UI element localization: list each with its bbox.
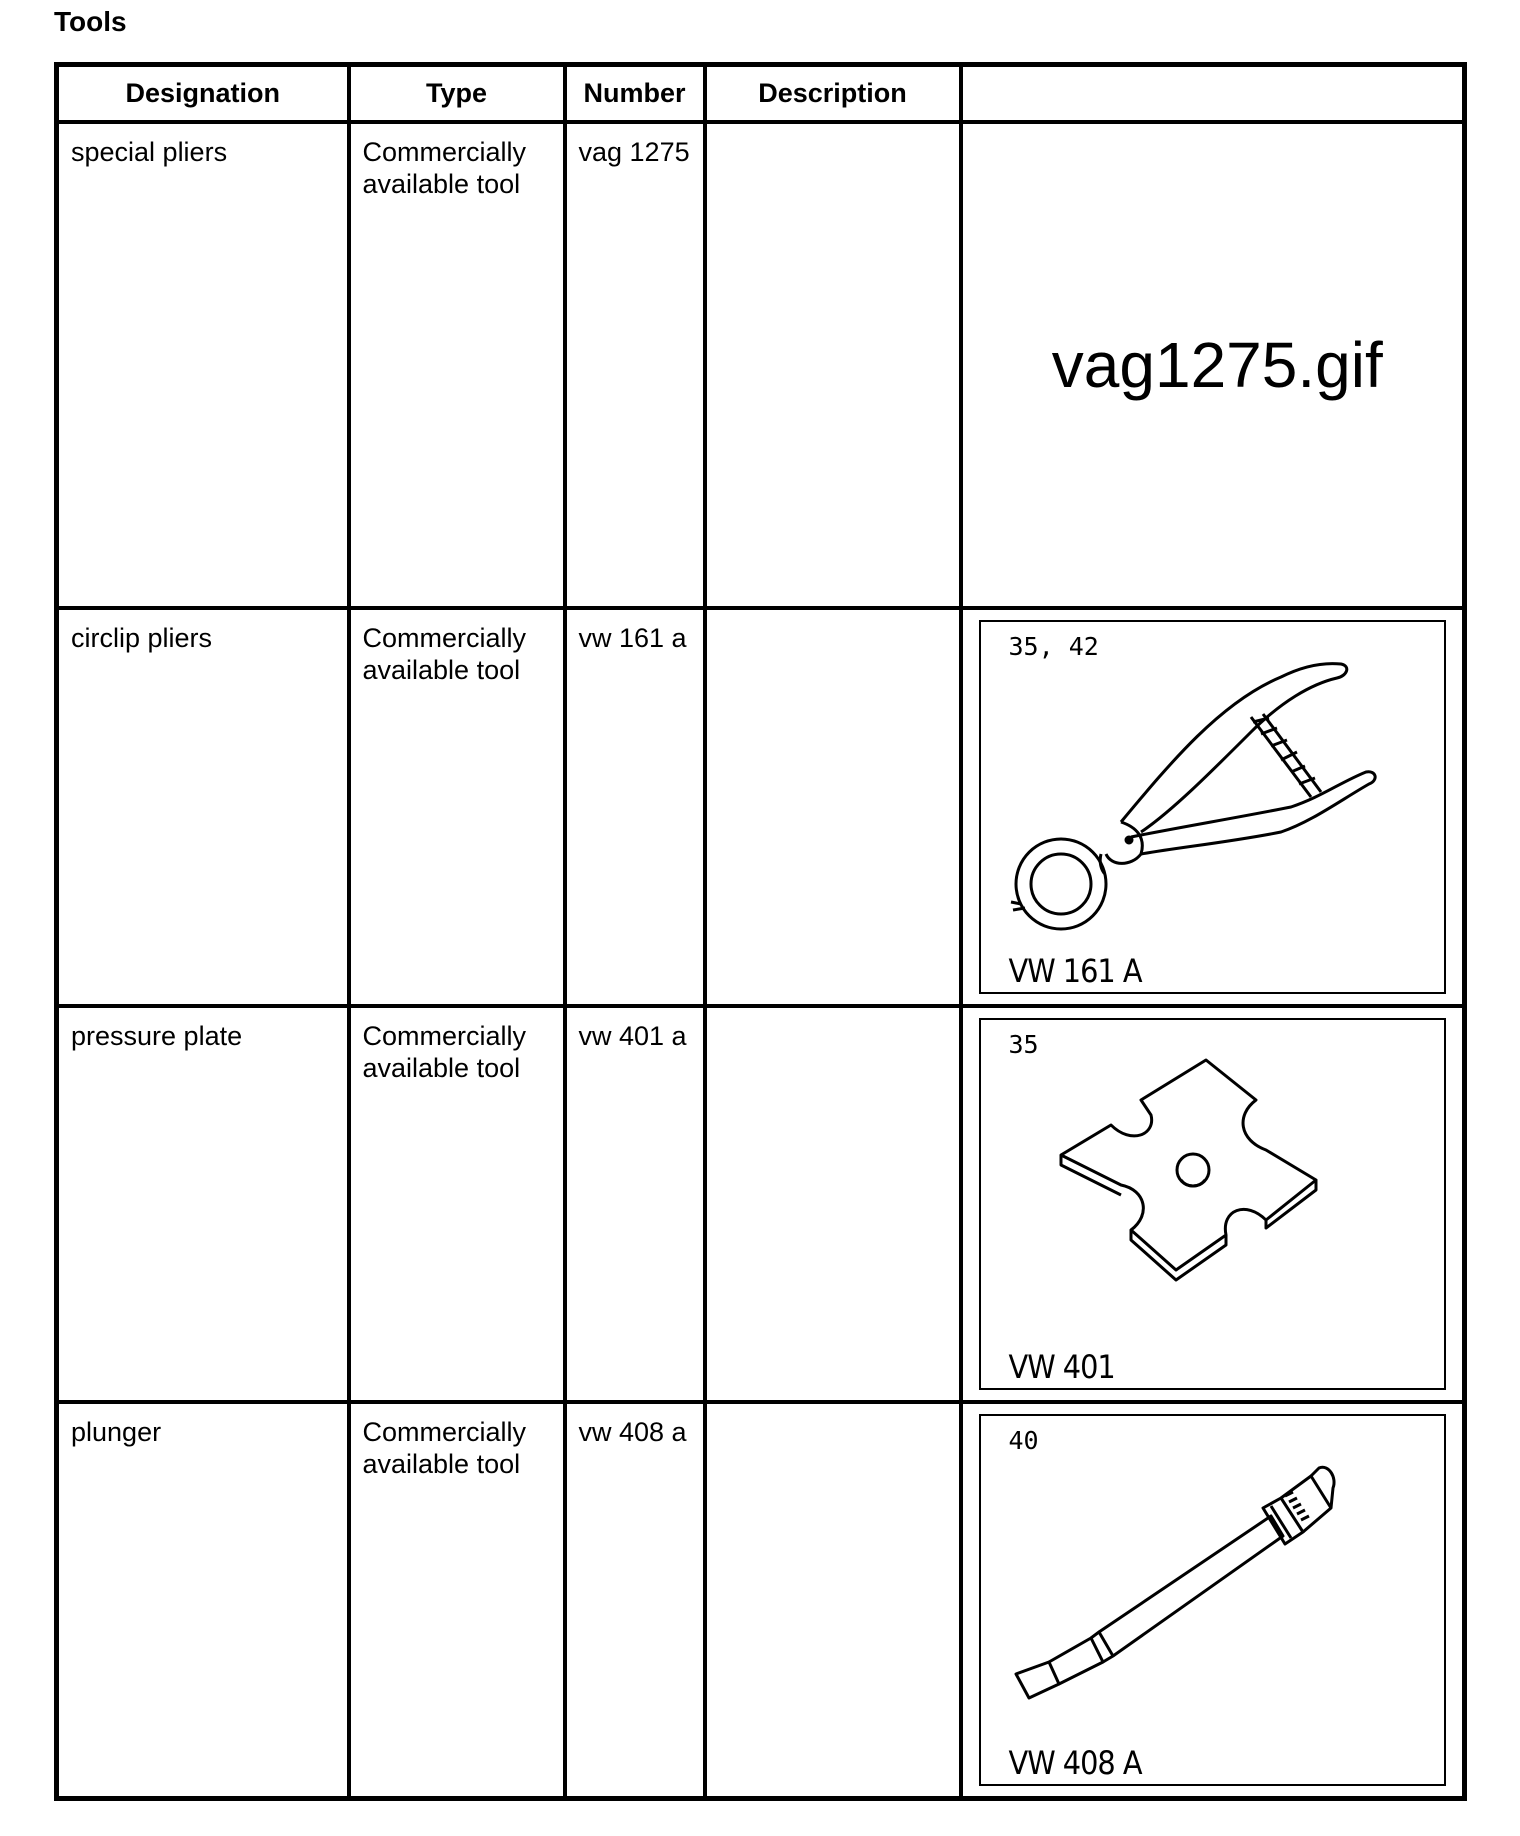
cell-number: vw 408 a xyxy=(565,1402,705,1798)
tool-image-code: 35 xyxy=(1008,1030,1039,1059)
header-type: Type xyxy=(349,65,565,123)
cell-type xyxy=(349,122,565,608)
type-line-2: available tool xyxy=(362,1053,521,1083)
pressure-plate-icon xyxy=(981,1020,1447,1392)
table-row xyxy=(57,1006,1465,1402)
table-row xyxy=(57,122,1465,608)
cell-designation: circlip pliers xyxy=(57,608,349,1006)
type-line-1: Commercially xyxy=(362,137,527,167)
cell-description xyxy=(705,1402,961,1798)
cell-number: vw 401 a xyxy=(565,1006,705,1402)
cell-image xyxy=(961,122,1465,608)
header-description: Description xyxy=(705,65,961,123)
cell-image xyxy=(961,608,1465,1006)
cell-type xyxy=(349,608,565,1006)
tools-table xyxy=(54,62,1467,1801)
cell-image xyxy=(961,1402,1465,1798)
tool-image-label: VW 401 xyxy=(1008,1348,1115,1386)
type-line-1: Commercially xyxy=(362,623,527,653)
tool-image-frame xyxy=(979,1414,1447,1786)
header-number: Number xyxy=(565,65,705,123)
header-image xyxy=(961,65,1465,123)
type-line-1: Commercially xyxy=(362,1417,527,1447)
cell-type xyxy=(349,1006,565,1402)
circlip-pliers-icon xyxy=(981,622,1447,994)
table-row xyxy=(57,1402,1465,1798)
cell-description xyxy=(705,122,961,608)
cell-designation: pressure plate xyxy=(57,1006,349,1402)
tool-image-label: VW 408 A xyxy=(1008,1743,1142,1782)
type-line-2: available tool xyxy=(362,1449,521,1479)
cell-designation: plunger xyxy=(57,1402,349,1798)
cell-number: vw 161 a xyxy=(565,608,705,1006)
tool-image-code: 35, 42 xyxy=(1008,632,1099,661)
cell-type xyxy=(349,1402,565,1798)
type-line-1: Commercially xyxy=(362,1021,527,1051)
type-line-2: available tool xyxy=(362,169,521,199)
cell-designation: special pliers xyxy=(57,122,349,608)
tool-image-frame xyxy=(979,620,1447,994)
header-row xyxy=(57,65,1465,123)
image-placeholder-text: vag1275.gif xyxy=(1051,329,1383,401)
cell-description xyxy=(705,1006,961,1402)
table-row xyxy=(57,608,1465,1006)
plunger-icon xyxy=(981,1416,1447,1788)
cell-image xyxy=(961,1006,1465,1402)
cell-description xyxy=(705,608,961,1006)
tool-image-code: 40 xyxy=(1008,1426,1039,1455)
page-title: Tools xyxy=(54,6,127,37)
header-designation: Designation xyxy=(57,65,349,123)
tool-image-label: VW 161 A xyxy=(1008,952,1142,990)
cell-number: vag 1275 xyxy=(565,122,705,608)
tool-image-frame xyxy=(979,1018,1447,1390)
type-line-2: available tool xyxy=(362,655,521,685)
